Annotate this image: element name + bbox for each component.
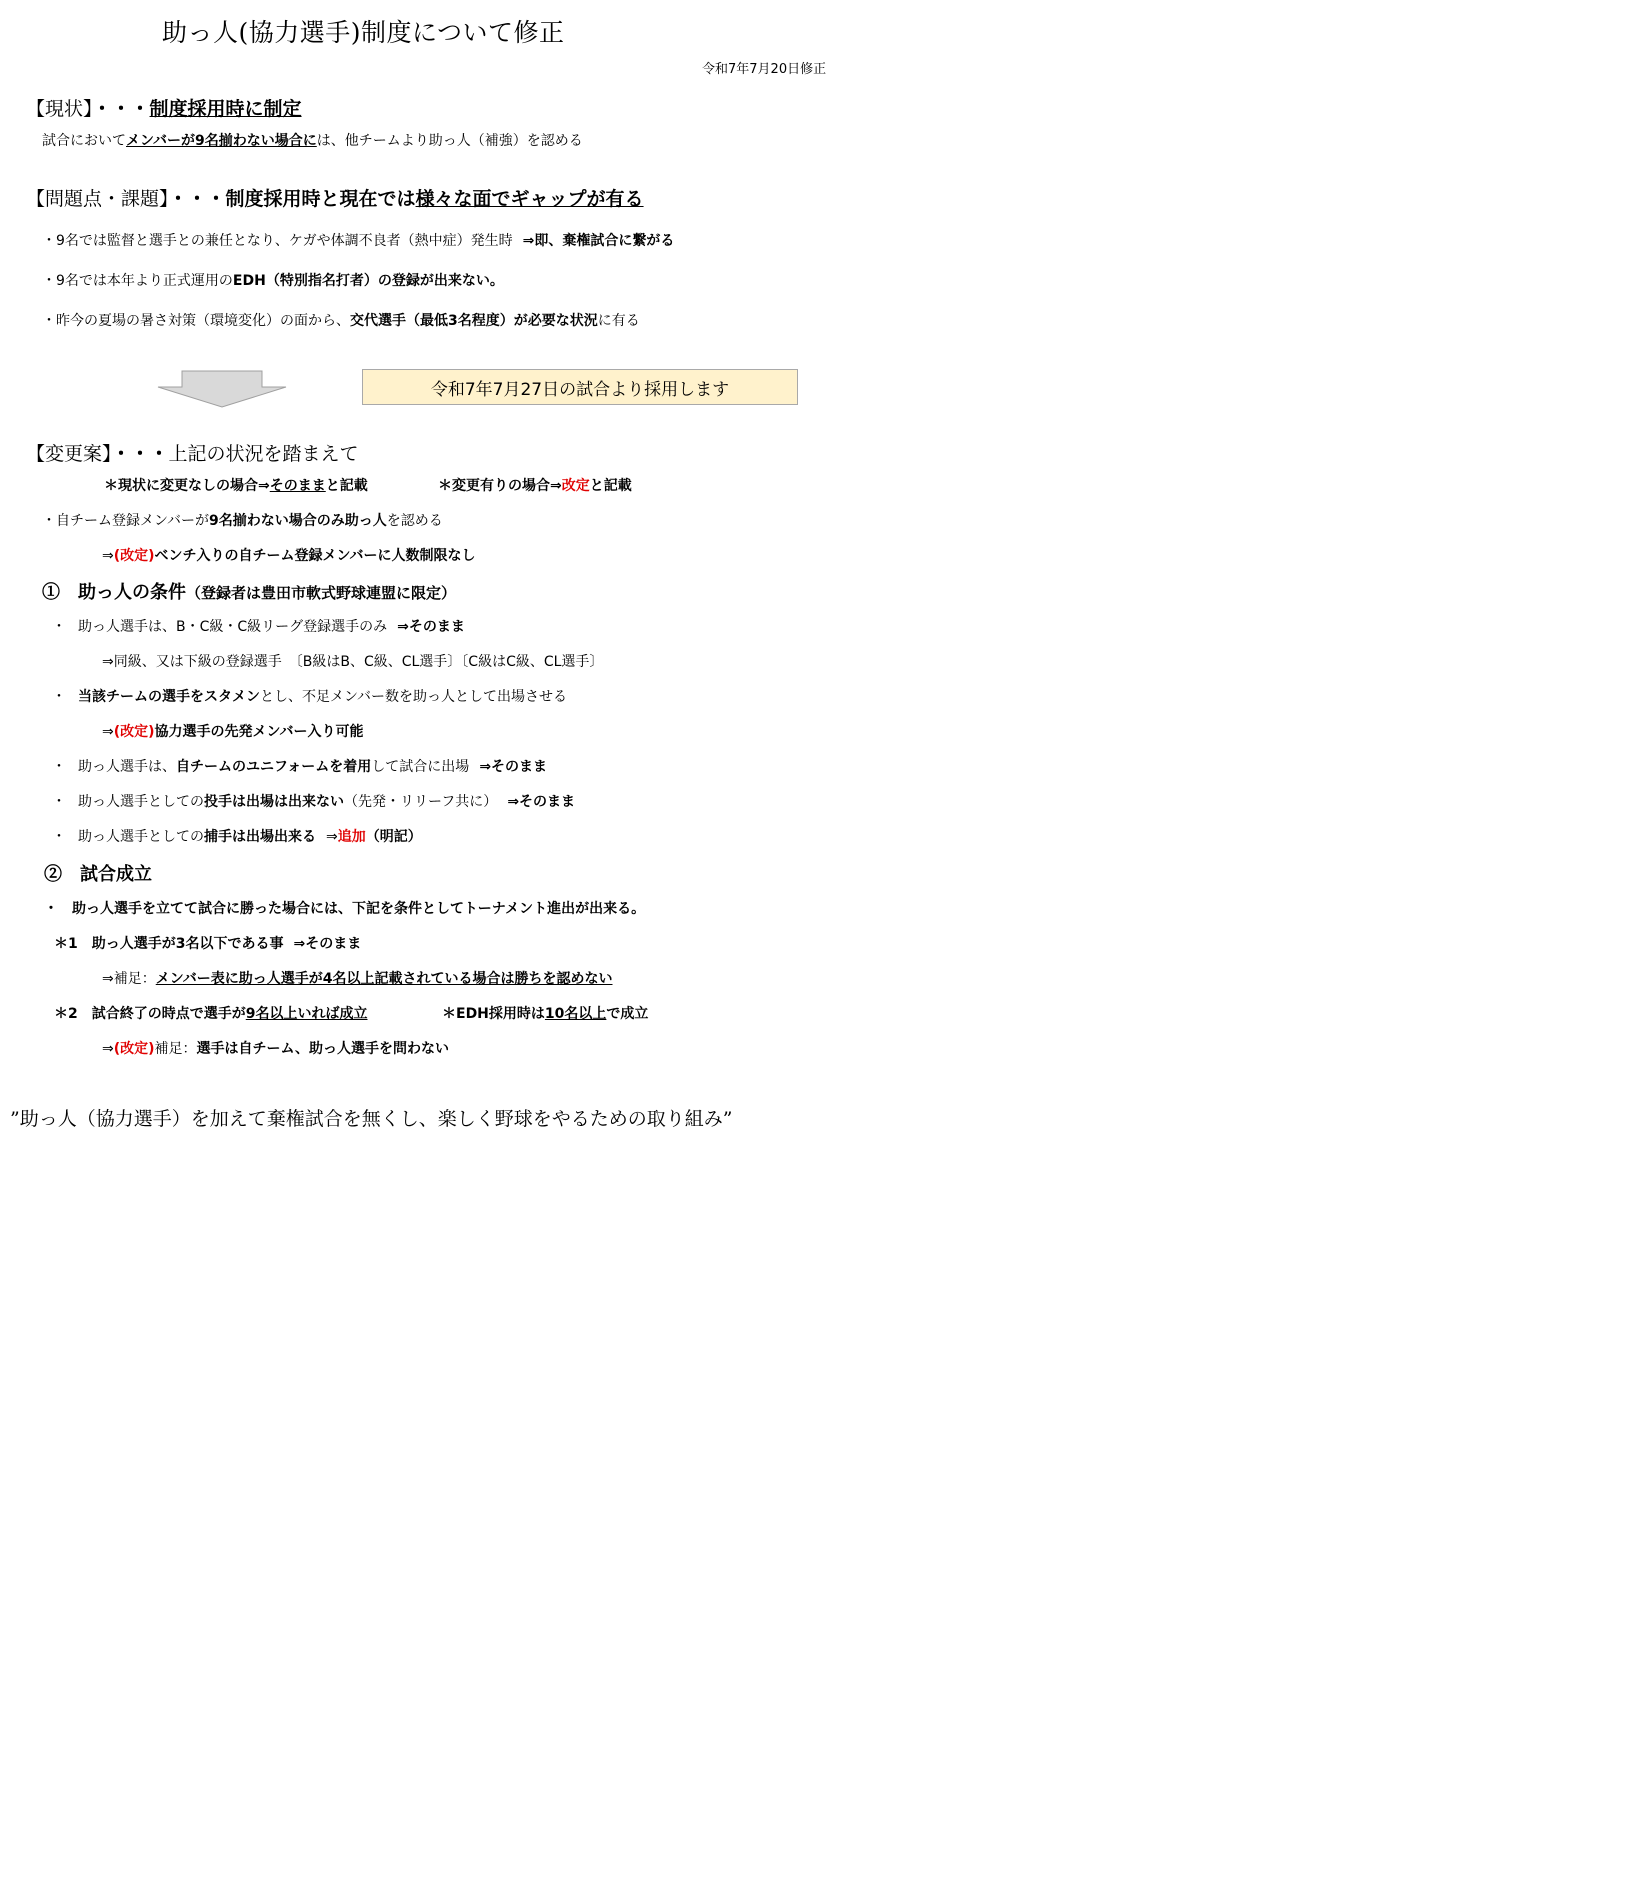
- issue-item3-emph: 交代選手（最低3名程度）が必要な状況: [350, 313, 598, 329]
- condition-item-pitcher: [52, 795, 575, 809]
- current-status-line: [42, 134, 583, 148]
- condition2-edh-note: [442, 1007, 648, 1021]
- current-heading-dots: ・・・: [92, 98, 150, 120]
- n2-sub-text: 選手は自チーム、助っ人選手を問わない: [196, 1041, 449, 1057]
- issue-item2-text: ・9名では本年より正式運用の: [42, 273, 233, 289]
- bullet: ・: [52, 759, 66, 775]
- proposal-intro-post: を認める: [386, 513, 443, 529]
- n2-label: ＊2: [54, 1006, 78, 1022]
- legend-b-post: と記載: [589, 478, 632, 494]
- condition2-note1-sub: [102, 972, 613, 986]
- issue-item-edh: [42, 274, 504, 288]
- condition-item-catcher: [52, 830, 422, 844]
- c3-status: ⇒そのまま: [479, 759, 548, 775]
- n2-edh-post: で成立: [606, 1006, 649, 1022]
- proposal-heading-summary: 上記の状況を踏まえて: [168, 443, 359, 465]
- c5-text: 助っ人選手としての: [78, 829, 204, 845]
- current-heading-summary: 制度採用時に制定: [149, 98, 302, 120]
- issues-heading-label: 【問題点・課題】: [26, 188, 169, 210]
- c3-post: して試合に出場: [371, 759, 470, 775]
- n1-label: ＊1: [54, 936, 78, 952]
- c5-arrow: ⇒: [326, 829, 338, 845]
- c5-added: 追加: [337, 829, 366, 845]
- current-line-post: は、他チームより助っ人（補強）を認める: [316, 133, 583, 149]
- condition1-heading-note: （登録者は豊田市軟式野球連盟に限定）: [186, 584, 457, 602]
- condition-item-eligibility-sub: [102, 655, 603, 669]
- c5-note: （明記）: [365, 829, 422, 845]
- bullet: ・: [52, 794, 66, 810]
- issues-heading: [26, 190, 644, 209]
- c2-post: とし、不足メンバー数を助っ人として出場させる: [260, 689, 568, 705]
- condition-item-starting-revision: [102, 725, 364, 739]
- condition-item-uniform: [52, 760, 547, 774]
- down-arrow-icon: [156, 370, 288, 408]
- proposal-heading: [26, 445, 359, 464]
- n1-sub-emph: メンバー表に助っ人選手が4名以上記載されている場合は勝ちを認めない: [155, 971, 613, 987]
- current-line-pre: 試合において: [42, 133, 126, 149]
- intro-revision-text: ベンチ入りの自チーム登録メンバーに人数制限なし: [154, 548, 476, 564]
- legend-changed: [438, 479, 632, 493]
- c1-text: 助っ人選手は、B・C級・C級リーグ登録選手のみ: [78, 619, 388, 635]
- n2-emph: 9名以上いれば成立: [245, 1006, 368, 1022]
- c4-status: ⇒そのまま: [507, 794, 576, 810]
- legend-a-emph: そのまま: [269, 478, 326, 494]
- issue-item3-post: に有る: [597, 313, 640, 329]
- c3-text: 助っ人選手は、: [78, 759, 176, 775]
- issues-heading-emph: 様々な面でギャップが有る: [415, 188, 644, 210]
- legend-a-pre: ＊現状に変更なしの場合⇒: [104, 478, 270, 494]
- proposal-intro-emph: 9名揃わない場合のみ助っ人: [209, 513, 387, 529]
- c3-emph: 自チームのユニフォームを着用: [176, 759, 372, 775]
- n1-status: ⇒そのまま: [293, 936, 362, 952]
- revision-date: 令和7年7月20日修正: [702, 62, 827, 77]
- revision-arrow: ⇒: [102, 724, 114, 740]
- revision-arrow: ⇒: [102, 548, 114, 564]
- c4-emph: 投手は出場は出来ない: [204, 794, 344, 810]
- revised-tag: (改定): [113, 548, 155, 564]
- c2-revision: 協力選手の先発メンバー入り可能: [154, 724, 364, 740]
- bullet: ・: [52, 689, 66, 705]
- n2-edh-emph: 10名以上: [544, 1006, 607, 1022]
- legend-unchanged: [104, 479, 368, 493]
- issue-item1-emph: ⇒即、棄権試合に繋がる: [522, 233, 675, 249]
- current-line-emph: メンバーが9名揃わない場合に: [126, 133, 317, 149]
- n2-pre: 試合終了の時点で選手が: [91, 1006, 246, 1022]
- condition2-intro: [44, 902, 645, 916]
- n1-text: 助っ人選手が3名以下である事: [91, 936, 284, 952]
- proposal-heading-label: 【変更案】: [26, 443, 112, 465]
- proposal-heading-dots: ・・・: [111, 443, 169, 465]
- condition2-note1: [54, 937, 361, 951]
- c1-status: ⇒そのまま: [397, 619, 465, 635]
- current-status-heading: [26, 100, 302, 119]
- issue-item2-emph: EDH（特別指名打者）の登録が出来ない。: [232, 273, 504, 289]
- closing-slogan: ”助っ人（協力選手）を加えて棄権試合を無くし、楽しく野球をやるための取り組み”: [10, 1108, 733, 1130]
- revision-arrow: ⇒: [102, 1041, 114, 1057]
- condition2-heading-label: ② 試合成立: [44, 864, 152, 885]
- n2-sub-label: 補足：: [154, 1041, 197, 1057]
- proposal-intro-revision: [102, 549, 476, 563]
- proposal-intro-line: [42, 514, 443, 528]
- condition2-note2: [54, 1007, 368, 1021]
- adoption-date-text: 令和7年7月27日の試合より採用します: [430, 379, 730, 400]
- issue-item3-text: ・昨今の夏場の暑さ対策（環境変化）の面から、: [42, 313, 350, 329]
- c4-text: 助っ人選手としての: [78, 794, 204, 810]
- issue-item-heat-measures: [42, 314, 640, 328]
- condition2-intro-text: ・ 助っ人選手を立てて試合に勝った場合には、下記を条件としてトーナメント進出が出来る。: [44, 901, 646, 917]
- c2-emph: 当該チームの選手をスタメン: [78, 689, 260, 705]
- condition-item-eligibility: [52, 620, 465, 634]
- revised-tag: (改定): [113, 1041, 155, 1057]
- c1-sub: ⇒同級、又は下級の登録選手 〔B級はB、C級、CL選手〕〔C級はC級、CL選手〕: [102, 654, 604, 670]
- condition2-note2-sub: [102, 1042, 449, 1056]
- c4-post: （先発・リリーフ共に）: [344, 794, 498, 810]
- condition2-heading: [44, 866, 152, 884]
- condition-item-starting: [52, 690, 567, 704]
- condition1-heading: [42, 584, 456, 602]
- bullet: ・: [52, 829, 66, 845]
- legend-b-emph: 改定: [561, 478, 590, 494]
- revised-tag: (改定): [113, 724, 155, 740]
- proposal-intro-pre: ・自チーム登録メンバーが: [42, 513, 210, 529]
- issue-item1-text: ・9名では監督と選手との兼任となり、ケガや体調不良者（熱中症）発生時: [42, 233, 513, 249]
- issue-item-heatstroke: [42, 234, 674, 248]
- current-heading-label: 【現状】: [26, 98, 93, 120]
- issues-heading-dots: ・・・: [168, 188, 226, 210]
- condition1-heading-label: ① 助っ人の条件: [42, 582, 186, 603]
- legend-b-pre: ＊変更有りの場合⇒: [438, 478, 562, 494]
- c5-emph: 捕手は出場出来る: [204, 829, 316, 845]
- document-title: 助っ人(協力選手)制度について修正: [162, 18, 565, 47]
- n1-sub-pre: ⇒補足：: [102, 971, 156, 987]
- legend-a-post: と記載: [325, 478, 368, 494]
- n2-edh-pre: ＊EDH採用時は: [442, 1006, 545, 1022]
- issues-heading-summary: 制度採用時と現在では: [225, 188, 416, 210]
- adoption-date-banner: [362, 369, 798, 405]
- bullet: ・: [52, 619, 66, 635]
